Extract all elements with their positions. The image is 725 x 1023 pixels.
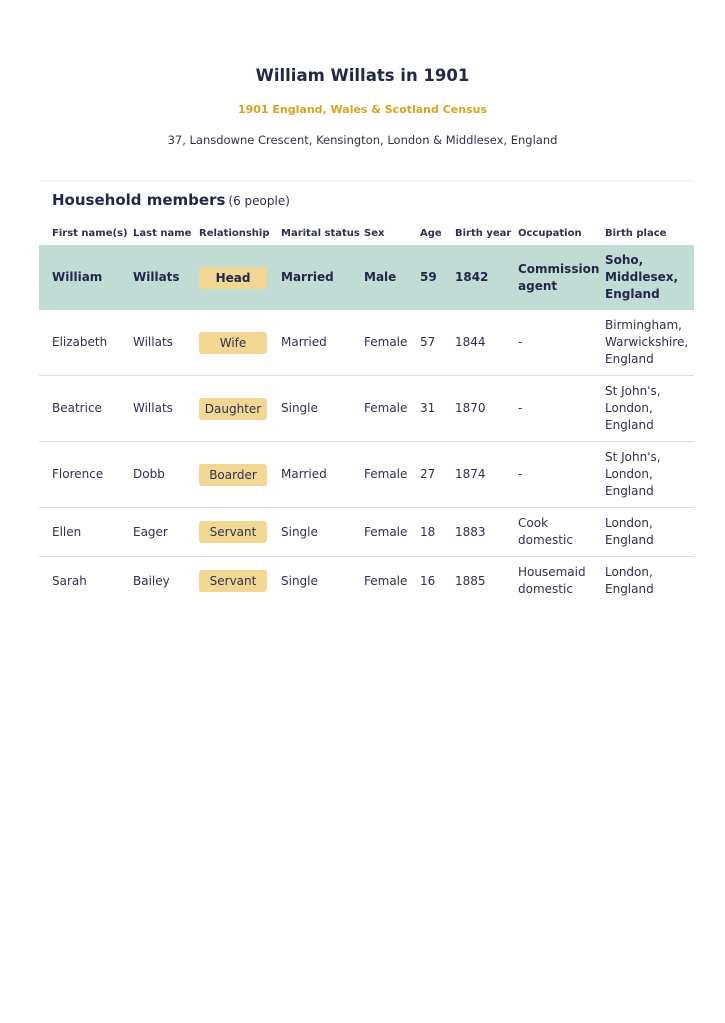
column-header: Marital status <box>281 227 360 239</box>
birth-year: 1874 <box>455 442 518 508</box>
first-name: William <box>39 245 133 310</box>
household-count: (6 people) <box>228 194 290 208</box>
table-row <box>39 310 694 376</box>
first-name: Florence <box>39 442 133 508</box>
table-row <box>39 376 694 442</box>
table-row <box>39 245 694 310</box>
age: 16 <box>420 573 436 588</box>
household-heading-title: Household members <box>52 191 226 209</box>
column-header: Relationship <box>199 227 270 239</box>
occupation: Housemaid domestic <box>518 565 586 596</box>
relationship-badge: Daughter <box>199 398 267 420</box>
household-table <box>39 221 694 605</box>
page-title: William Willats in 1901 <box>255 66 470 85</box>
column-header: Occupation <box>518 227 582 239</box>
birth-year: 1842 <box>455 245 518 310</box>
sex: Male <box>364 245 420 310</box>
table-row <box>39 442 694 508</box>
marital-status: Married <box>281 310 364 376</box>
birth-place: London, England <box>605 508 694 557</box>
column-header: Last name <box>133 227 192 239</box>
birth-place: Birmingham, Warwickshire, England <box>605 310 694 376</box>
census-subtitle: 1901 England, Wales & Scotland Census <box>237 103 488 116</box>
last-name: Willats <box>133 310 199 376</box>
age: 59 <box>420 245 455 310</box>
marital-status: Single <box>281 573 318 588</box>
birth-place: St John's, London, England <box>605 376 694 442</box>
first-name: Beatrice <box>39 376 133 442</box>
first-name: Ellen <box>39 508 133 557</box>
table-row <box>39 508 694 557</box>
age: 57 <box>420 310 455 376</box>
first-name: Sarah <box>52 573 87 588</box>
birth-year: 1883 <box>455 508 518 557</box>
column-header: Sex <box>364 227 385 239</box>
sex: Female <box>364 508 420 557</box>
address: 37, Lansdowne Crescent, Kensington, London & Middlesex, England <box>167 133 558 147</box>
relationship-badge: Head <box>199 267 267 289</box>
column-header: First name(s) <box>52 227 128 239</box>
sex: Female <box>364 376 420 442</box>
marital-status: Married <box>281 442 364 508</box>
sex: Female <box>364 442 420 508</box>
column-header: Birth year <box>455 227 512 239</box>
marital-status: Single <box>281 508 364 557</box>
occupation: Commission agent <box>518 245 605 310</box>
table-header-row <box>39 221 694 245</box>
last-name: Willats <box>133 245 199 310</box>
marital-status: Married <box>281 245 364 310</box>
occupation: - <box>518 442 605 508</box>
occupation: Cook domestic <box>518 508 605 557</box>
birth-year: 1870 <box>455 376 518 442</box>
occupation: - <box>518 376 605 442</box>
relationship-badge: Wife <box>199 332 267 354</box>
relationship-badge: Servant <box>199 521 267 543</box>
marital-status: Single <box>281 376 364 442</box>
sex: Female <box>364 310 420 376</box>
relationship-badge: Servant <box>199 570 267 592</box>
column-header: Birth place <box>605 227 667 239</box>
age: 31 <box>420 376 455 442</box>
relationship-badge: Boarder <box>199 464 267 486</box>
age: 18 <box>420 508 455 557</box>
birth-place: Soho, Middlesex, England <box>605 245 694 310</box>
first-name: Elizabeth <box>39 310 133 376</box>
household-card <box>39 180 694 596</box>
household-heading <box>52 190 290 209</box>
birth-place: St John's, London, England <box>605 442 694 508</box>
birth-year: 1885 <box>455 573 486 588</box>
age: 27 <box>420 442 455 508</box>
sex: Female <box>364 573 408 588</box>
birth-year: 1844 <box>455 310 518 376</box>
column-header: Age <box>420 227 442 239</box>
birth-place: London, England <box>605 565 654 596</box>
occupation: - <box>518 310 605 376</box>
last-name: Dobb <box>133 442 199 508</box>
last-name: Bailey <box>133 573 170 588</box>
last-name: Willats <box>133 376 199 442</box>
last-name: Eager <box>133 508 199 557</box>
table-row <box>39 557 694 606</box>
